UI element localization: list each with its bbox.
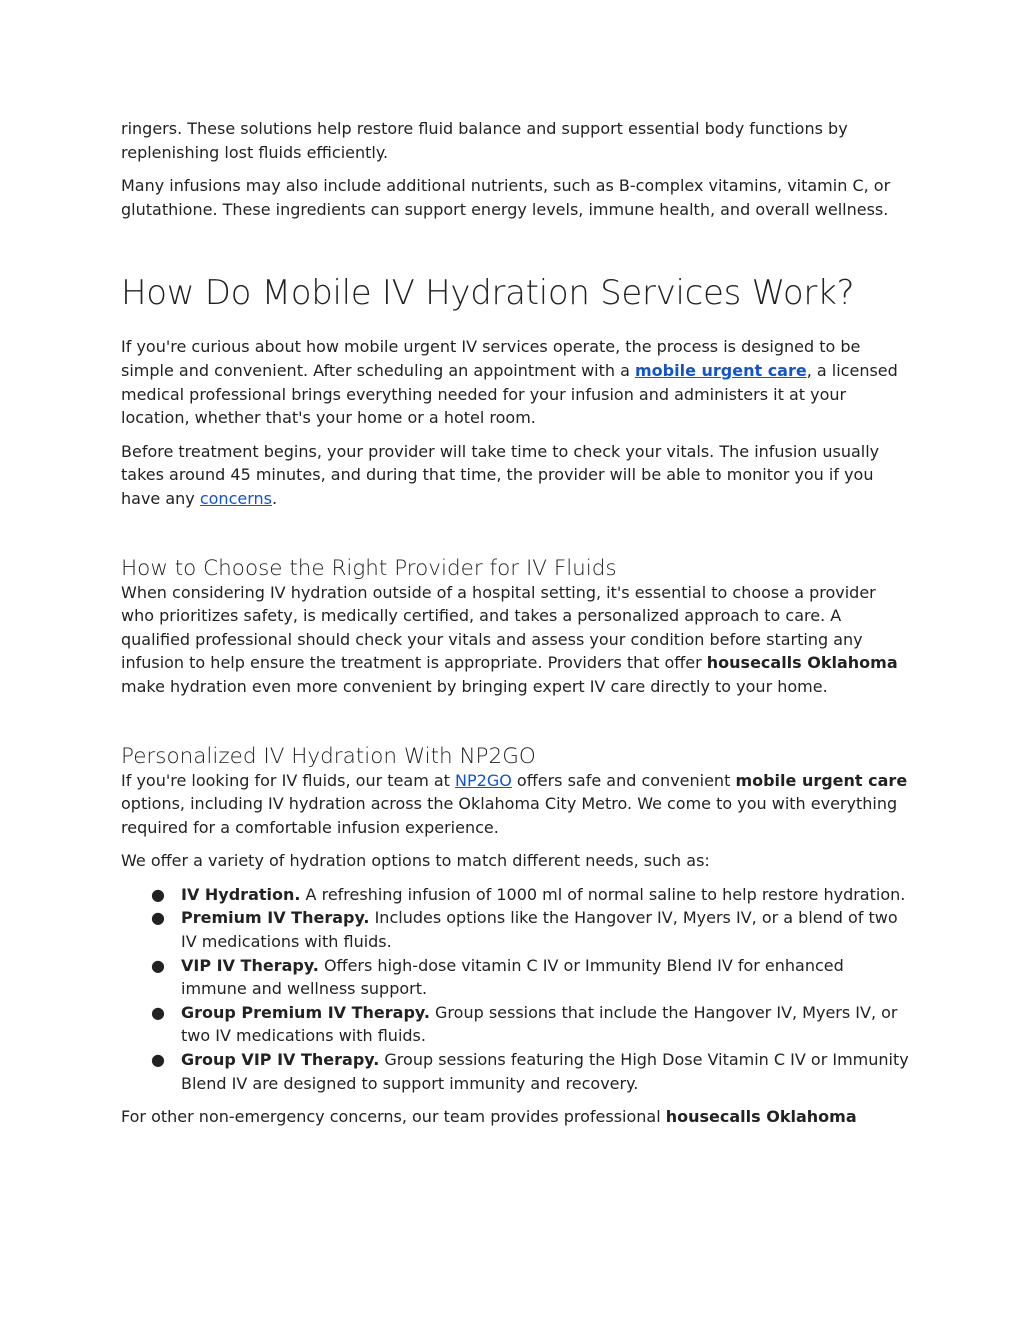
section1-paragraph-2	[121, 440, 911, 511]
section-heading-mobile-iv: How Do Mobile IV Hydration Services Work?	[121, 273, 855, 314]
text-span: , a licensed medical professional brings everything needed for your infusion and administers it at your location, whether that's your home or a hotel room.	[121, 360, 898, 428]
list-item	[121, 883, 911, 907]
text-span: options, including IV hydration across the Oklahoma City Metro. We come to you with everything required for a comfortable infusion experience.	[121, 794, 898, 837]
bold-keyword: housecalls Oklahoma	[665, 1107, 857, 1127]
item-title: Group VIP IV Therapy.	[181, 1050, 380, 1070]
text-span: make hydration even more convenient by bringing expert IV care directly to your home.	[121, 676, 828, 696]
item-text: Group sessions that include the Hangover IV, Myers IV, or two IV medications with fluids.	[181, 1002, 898, 1046]
item-title: IV Hydration.	[181, 884, 301, 904]
section1-paragraph-1	[121, 335, 911, 429]
bold-keyword: housecalls Oklahoma	[706, 653, 898, 673]
intro-paragraph-2: Many infusions may also include additional nutrients, such as B-complex vitamins, vitamin C, or glutathione. These ingredients can support energy levels, immune health, and overall wellness.	[121, 176, 891, 219]
text-span: If you're curious about how mobile urgent IV services operate, the process is designed to be simple and convenient. After scheduling an appointment with a	[121, 337, 861, 380]
text-span: Before treatment begins, your provider will take time to check your vitals. The infusion usually takes around 45 minutes, and during that time, the provider will be able to monitor you if you have any	[121, 441, 880, 508]
text-span: For other non-emergency concerns, our team provides professional	[121, 1107, 666, 1127]
section-heading-personalized: Personalized IV Hydration With NP2GO	[121, 743, 536, 769]
concerns-link[interactable]: concerns	[199, 488, 272, 508]
section3-paragraph-3	[121, 1105, 911, 1129]
mobile-urgent-care-link[interactable]: mobile urgent care	[634, 360, 807, 380]
text-span: When considering IV hydration outside of a hospital setting, it's essential to choose a provider who prioritizes safety, is medically certified, and takes a personalized approach to care. A qualified professional should check your vitals and assess your condition before starting any infusion to help ensure the treatment is appropriate. Providers that offer	[121, 582, 876, 673]
item-title: Group Premium IV Therapy.	[181, 1002, 430, 1022]
text-span: If you're looking for IV fluids, our team at	[121, 770, 456, 790]
bullet-icon: ●	[151, 955, 165, 975]
bullet-icon: ●	[151, 1002, 165, 1022]
item-text: Group sessions featuring the High Dose Vitamin C IV or Immunity Blend IV are designed to support immunity and recovery.	[181, 1050, 909, 1093]
bullet-icon: ●	[151, 884, 165, 904]
section-heading-choose-provider: How to Choose the Right Provider for IV Fluids	[121, 555, 617, 581]
section3-paragraph-2: We offer a variety of hydration options to match different needs, such as:	[121, 851, 710, 871]
bullet-icon: ●	[151, 1050, 165, 1070]
np2go-link[interactable]: NP2GO	[455, 770, 512, 790]
text-span: .	[271, 488, 278, 508]
section3-paragraph-1	[121, 769, 911, 840]
list-item	[121, 906, 911, 953]
item-title: Premium IV Therapy.	[181, 908, 370, 928]
item-text: A refreshing infusion of 1000 ml of normal saline to help restore hydration.	[300, 884, 906, 904]
document-page	[121, 117, 911, 1129]
item-text: Offers high-dose vitamin C IV or Immunity Blend IV for enhanced immune and wellness support.	[181, 955, 844, 999]
item-title: VIP IV Therapy.	[181, 955, 319, 975]
bullet-icon: ●	[151, 908, 165, 928]
text-span: offers safe and convenient	[511, 770, 736, 790]
intro-paragraph-1: ringers. These solutions help restore fluid balance and support essential body functions by replenishing lost fluids efficiently.	[121, 119, 848, 162]
list-item	[121, 954, 911, 1001]
item-text: Includes options like the Hangover IV, Myers IV, or a blend of two IV medications with fluids.	[181, 908, 898, 952]
list-item	[121, 1048, 911, 1095]
list-item	[121, 1001, 911, 1048]
section2-paragraph-1	[121, 581, 911, 699]
bold-keyword: mobile urgent care	[735, 770, 908, 790]
hydration-options-list	[121, 883, 911, 1095]
